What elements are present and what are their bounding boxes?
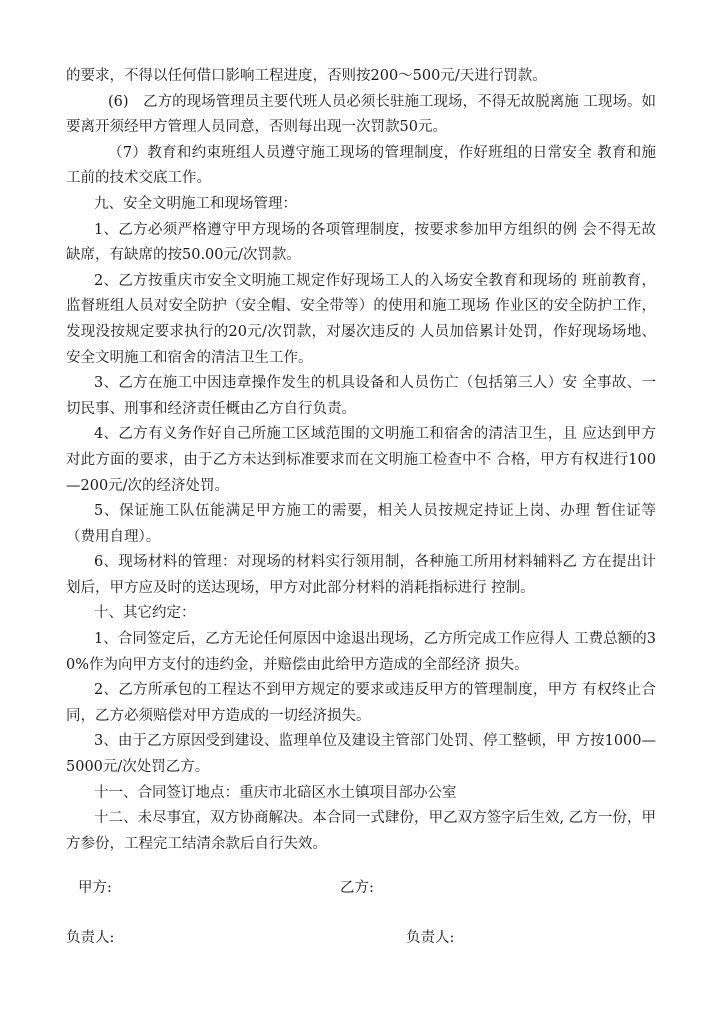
paragraph-9-5: 5、保证施工队伍能满足甲方施工的需要，相关人员按规定持证上岗、办理 暂住证等（费用自理）。 [66,503,656,545]
party-b-label: 乙方: [340,880,374,896]
party-a-label: 甲方: [78,880,112,896]
paragraph-9-4: 4、乙方有义务作好自己所施工区域范围的文明施工和宿舍的清洁卫生，且 应达到甲方对此方面的要求，由于乙方未达到标准要求而在文明施工检查中不 合格，甲方有权进行100—200元/次的经济处罚。 [66,426,656,494]
section-heading-12: 十二、未尽事宜，双方协商解决。本合同一式肆份，甲乙双方签字后生效, 乙方一份，甲方参份，工程完工结清余款后自行失效。 [66,810,656,852]
paragraph-9-6: 6、现场材料的管理：对现场的材料实行领用制，各种施工所用材料辅料乙 方在提出计划后，甲方应及时的送达现场，甲方对此部分材料的消耗指标进行 控制。 [66,554,656,596]
paragraph-10-1: 1、合同签定后，乙方无论任何原因中途退出现场，乙方所完成工作应得人 工费总额的30%作为向甲方支付的违约金，并赔偿由此给甲方造成的全部经济 损失。 [66,631,656,673]
paragraph-10-2: 2、乙方所承包的工程达不到甲方规定的要求或违反甲方的管理制度，甲方 有权终止合同，乙方必须赔偿对甲方造成的一切经济损失。 [66,682,656,724]
paragraph-continuation: 的要求，不得以任何借口影响工程进度，否则按200～500元/天进行罚款。 [66,68,547,84]
contract-body [66,64,656,857]
party-b-responsible-label: 负责人: [406,930,455,946]
section-heading-11: 十一、合同签订地点：重庆市北碚区水土镇项目部办公室 [94,784,457,801]
paragraph-item-6: (6) 乙方的现场管理员主要代班人员必须长驻施工现场，不得无故脱离施 工现场。如要离开须经甲方管理人员同意，否则每出现一次罚款50元。 [66,93,656,136]
paragraph-item-7: （7）教育和约束班组人员遵守施工现场的管理制度，作好班组的日常安全 教育和施工前的技术交底工作。 [66,144,656,187]
paragraph-9-1: 1、乙方必须严格遵守甲方现场的各项管理制度，按要求参加甲方组织的例 会不得无故缺席，有缺席的按50.00元/次罚款。 [66,221,656,264]
paragraph-9-3: 3、乙方在施工中因违章操作发生的机具设备和人员伤亡（包括第三人）安 全事故、一切民事、刑事和经济责任概由乙方自行负责。 [66,375,656,417]
section-heading-9: 九、安全文明施工和现场管理： [94,195,297,212]
section-heading-10: 十、其它约定： [94,605,196,622]
paragraph-10-3: 3、由于乙方原因受到建设、监理单位及建设主管部门处罚、停工整顿，甲 方按1000—5000元/次处罚乙方。 [66,733,656,776]
paragraph-9-2: 2、乙方按重庆市安全文明施工规定作好现场工人的入场安全教育和现场的 班前教育，监督班组人员对安全防护（安全帽、安全带等）的使用和施工现场 作业区的安全防护工作，发现没按规定要求执行的20元/次罚款，对屡次违反的 人员加倍累计处罚，作好现场场地、安全文明施工和宿舍的清洁卫生工作。 [66,272,656,366]
party-a-responsible-label: 负责人: [66,930,115,946]
